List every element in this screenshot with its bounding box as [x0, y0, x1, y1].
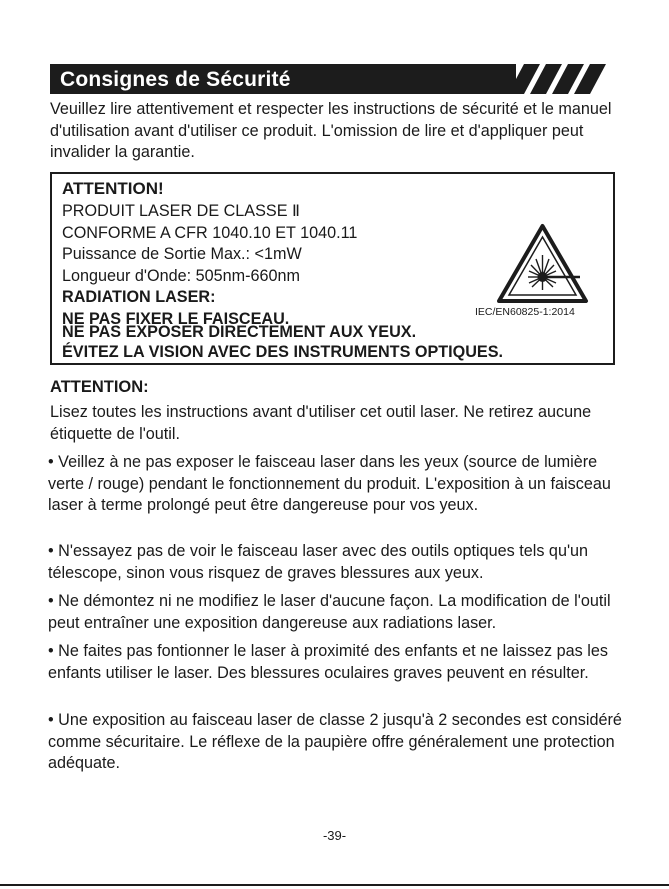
- warning-heading: ATTENTION!: [62, 179, 164, 198]
- warning-bold-line: NE PAS FIXER LE FAISCEAU.: [62, 310, 290, 328]
- warning-line: Longueur d'Onde: 505nm-660nm: [62, 267, 300, 285]
- bottom-divider: [0, 884, 669, 886]
- warning-line: Puissance de Sortie Max.: <1mW: [62, 245, 302, 263]
- warning-bold-line: RADIATION LASER:: [62, 288, 216, 306]
- laser-warning-triangle-icon: [496, 223, 589, 304]
- bullet-item: • N'essayez pas de voir le faisceau laser avec des outils optiques tels qu'un télescope, sinon vous risquez de graves blessures aux yeux.: [48, 542, 589, 582]
- section-title: Consignes de Sécurité: [60, 68, 291, 91]
- intro-paragraph: Veuillez lire attentivement et respecter les instructions de sécurité et le manuel d'utilisation avant d'utiliser ce produit. L'omission de lire et d'appliquer peut invalider la garantie.: [50, 100, 612, 161]
- standard-label: IEC/EN60825-1:2014: [475, 306, 575, 318]
- bullet-item: • Ne faites pas fontionner le laser à proximité des enfants et ne laissez pas les enfants utiliser le laser. Des blessures oculaires graves peuvent en résulter.: [48, 642, 608, 682]
- warning-line: PRODUIT LASER DE CLASSE Ⅱ: [62, 202, 300, 220]
- attention-heading: ATTENTION:: [50, 378, 149, 396]
- bullet-item: • Une exposition au faisceau laser de classe 2 jusqu'à 2 secondes est considéré comme sécuritaire. Le réflexe de la paupière offre généralement une protection adéquate.: [48, 711, 622, 772]
- warning-bold-line: NE PAS EXPOSER DIRECTEMENT AUX YEUX.: [62, 323, 417, 341]
- decorative-stripes: [500, 64, 615, 94]
- page-number: -39-: [322, 828, 347, 843]
- bullet-item: • Veillez à ne pas exposer le faisceau laser dans les yeux (source de lumière verte / rouge) pendant le fonctionnement du produit. L'exposition à un faisceau laser à terme prolongé peut être dangereuse pour vos yeux.: [48, 453, 611, 514]
- attention-paragraph: Lisez toutes les instructions avant d'utiliser cet outil laser. Ne retirez aucune étiquette de l'outil.: [50, 403, 592, 443]
- warning-bold-line: ÉVITEZ LA VISION AVEC DES INSTRUMENTS OPTIQUES.: [62, 343, 504, 361]
- warning-line: CONFORME A CFR 1040.10 ET 1040.11: [62, 224, 358, 242]
- bullet-item: • Ne démontez ni ne modifiez le laser d'aucune façon. La modification de l'outil peut entraîner une exposition dangereuse aux radiations laser.: [48, 592, 611, 632]
